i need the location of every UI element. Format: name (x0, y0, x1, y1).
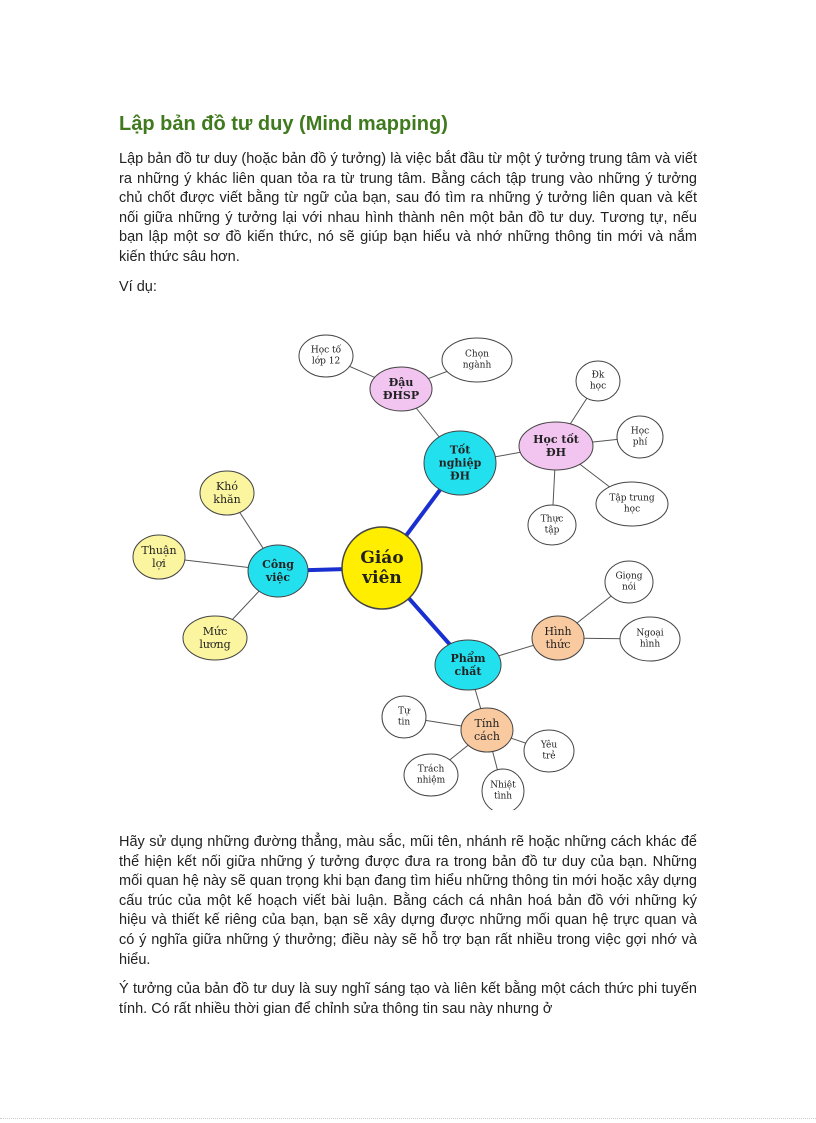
intro-paragraph: Lập bản đồ tư duy (hoặc bản đồ ý tưởng) là việc bắt đầu từ một ý tưởng trung tâm và viết ra những ý khác liên quan tỏa ra từ trung tâm. Bằng cách tập trung vào những ý tưởng chủ chốt được viết bằng từ ngữ của bạn, sau đó tìm ra những ý tưởng liên quan và kết nối giữa những ý tưởng lại với nhau hình thành nên một bản đồ tư duy. Tương tự, nếu bạn lập một sơ đồ kiến thức, nó sẽ giúp bạn hiểu và nhớ những thông tin mới và nắm kiến thức sâu hơn. (119, 151, 697, 265)
node-yeutre-label: Yêu (540, 740, 558, 751)
node-center-label: Giáo (360, 547, 404, 568)
page-bottom-rule (0, 1118, 816, 1119)
body-paragraph-connections: Hãy sử dụng những đường thẳng, màu sắc, mũi tên, nhánh rẽ hoặc những cách khác để thể hiện kết nối giữa những ý tưởng được đưa ra trong bản đồ tư duy của bạn. Những mối quan hệ này sẽ quan trọng khi bạn đang tìm hiểu những thông tin mới hoặc xây dựng cấu trúc của một kế hoạch viết bài luận. Bằng cách cá nhân hoá bản đồ với những ký hiệu và thiết kế riêng của bạn, bạn sẽ xây dựng được những mối quan hệ trực quan và có ý nghĩa giữa những ý thưởng; điều này sẽ hỗ trợ bạn rất nhiều trong việc gợi nhớ và hiểu. (119, 834, 697, 968)
node-daudhsp (370, 367, 432, 411)
node-taptrunghoc-label: học (623, 504, 641, 515)
node-trachnhiem-label: nhiệm (416, 775, 446, 786)
node-congviec (248, 545, 308, 597)
node-daudhsp-label: ĐHSP (382, 388, 420, 402)
node-nhiettinh (482, 769, 524, 810)
node-ngoaihinh-label: Ngoại (636, 628, 664, 639)
node-giongnoi-label: nói (621, 582, 637, 593)
node-ngoaihinh-label: hình (639, 639, 661, 650)
node-tutin-label: Tự (398, 706, 410, 717)
node-thuanloi-label: lợi (152, 556, 166, 570)
node-yeutre (524, 730, 574, 772)
node-taptrunghoc (596, 482, 668, 526)
node-mucluong-label: lương (199, 637, 231, 651)
node-hoctotdh-label: Học tốt (533, 433, 579, 447)
node-chonnganh-label: Chọn (465, 349, 489, 360)
node-hocto12-label: lớp 12 (311, 356, 341, 367)
node-thuctap-label: Thực (540, 514, 564, 525)
node-tinhcach (461, 708, 513, 752)
node-trachnhiem-label: Trách (417, 764, 445, 775)
node-ngoaihinh (620, 617, 680, 661)
node-dkhoc (576, 361, 620, 401)
node-tinhcach-label: Tính (474, 717, 500, 731)
example-label: Ví dụ: (119, 279, 157, 295)
node-congviec-label: việc (265, 570, 291, 584)
node-phamchat-label: Phẩm (450, 652, 486, 666)
node-nhiettinh-label: tình (493, 791, 513, 802)
node-hocto12 (299, 335, 353, 377)
node-thuctap (528, 505, 576, 545)
node-tinhcach-label: cách (474, 729, 500, 743)
node-khokhan-label: khăn (213, 492, 241, 506)
node-center-label: viên (362, 568, 402, 589)
node-chonnganh (442, 338, 512, 382)
node-thuanloi-label: Thuận (141, 544, 177, 558)
node-daudhsp-label: Đậu (388, 376, 414, 390)
node-chonnganh-label: ngành (462, 360, 492, 371)
node-thuctap-label: tập (544, 525, 560, 536)
node-hinhthuc-label: thức (545, 637, 571, 651)
node-totnghiep-label: nghiệp (438, 456, 482, 470)
node-hinhthuc-label: Hình (544, 625, 572, 639)
node-totnghiep-label: ĐH (449, 469, 471, 483)
node-hocphi-label: Học (630, 426, 650, 437)
node-hocphi-label: phí (632, 437, 648, 448)
node-nhiettinh-label: Nhiệt (490, 780, 516, 791)
node-khokhan (200, 471, 254, 515)
node-mucluong-label: Mức (202, 625, 228, 639)
node-totnghiep (424, 431, 496, 495)
node-hocto12-label: Học tố (310, 345, 342, 356)
node-hinhthuc (532, 616, 584, 660)
node-giongnoi-label: Giọng (615, 571, 643, 582)
node-phamchat-label: chất (454, 664, 482, 678)
node-taptrunghoc-label: Tập trung (609, 493, 655, 504)
node-center (342, 527, 422, 609)
node-mucluong (183, 616, 247, 660)
body-paragraph-nonlinear: Ý tưởng của bản đồ tư duy là suy nghĩ sáng tạo và liên kết bằng một cách thức phi tuyến tính. Có rất nhiều thời gian để chỉnh sửa thông tin sau này nhưng ở (119, 981, 697, 1017)
node-hoctotdh (519, 422, 593, 470)
mind-map-diagram (120, 325, 700, 810)
node-trachnhiem (404, 754, 458, 796)
node-phamchat (435, 640, 501, 690)
node-tutin (382, 696, 426, 738)
page-title: Lập bản đồ tư duy (Mind mapping) (119, 113, 448, 135)
node-hocphi (617, 416, 663, 458)
node-totnghiep-label: Tốt (449, 443, 471, 457)
node-dkhoc-label: học (589, 381, 607, 392)
node-hoctotdh-label: ĐH (545, 445, 567, 459)
node-congviec-label: Công (262, 558, 294, 572)
node-dkhoc-label: Đk (591, 370, 605, 381)
node-yeutre-label: trẻ (542, 751, 556, 762)
node-thuanloi (133, 535, 185, 579)
mind-map-nodes (133, 335, 680, 810)
node-giongnoi (605, 561, 653, 603)
node-tutin-label: tin (397, 717, 411, 728)
node-khokhan-label: Khó (216, 480, 238, 494)
